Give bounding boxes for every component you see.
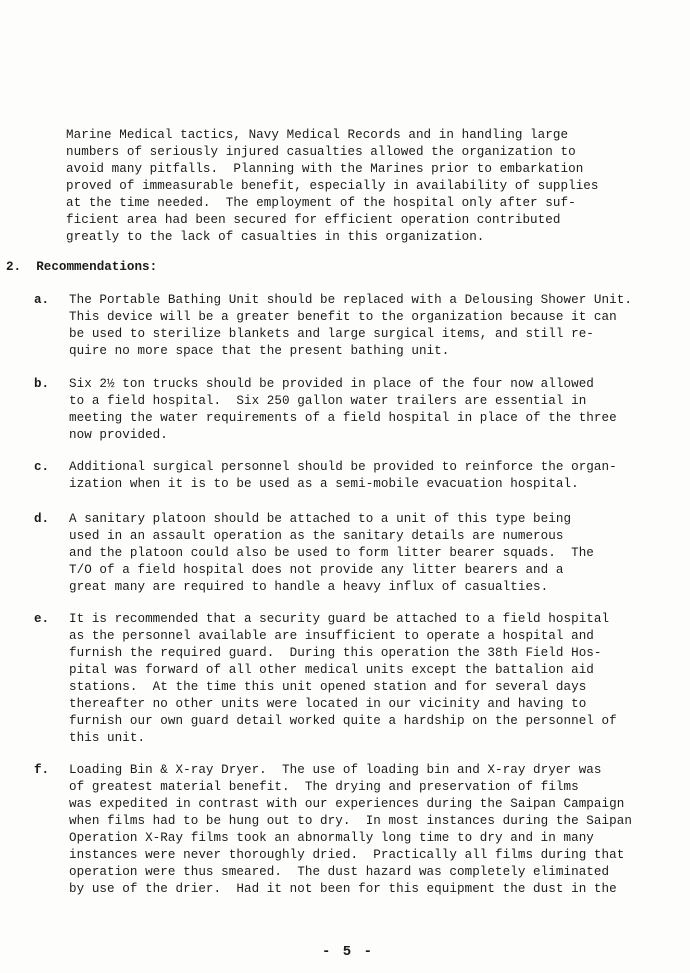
item-b-label: b. <box>34 377 50 391</box>
item-d-label: d. <box>34 512 50 526</box>
item-a-text: The Portable Bathing Unit should be replaced with a Delousing Shower Unit. This device will be a greater benefit to the organization because it can be used to sterilize blankets and large surgical items, and still re- quire no more space that the present bathing unit. <box>69 293 632 358</box>
item-e-text: It is recommended that a security guard be attached to a field hospital as the personnel available are insufficient to operate a hospital and furnish the required guard. During this operation the 38th Field Hos- pital was forward of all other medical units except the battalion aid stations. At the time this unit opened station and for several days thereafter no other units were located in our vicinity and having to furnish our own guard detail worked quite a hardship on the personnel of this unit. <box>69 612 617 745</box>
item-e-label: e. <box>34 612 50 626</box>
page-number: - 5 - <box>322 944 375 960</box>
item-c-text: Additional surgical personnel should be provided to reinforce the organ- ization when it is to be used as a semi-mobile evacuation hospital. <box>69 460 617 491</box>
intro-paragraph: Marine Medical tactics, Navy Medical Records and in handling large numbers of seriously injured casualties allowed the organization to avoid many pitfalls. Planning with the Marines prior to embarkation proved of immeasurable benefit, especially in availability of supplies at the time needed. The employment of the hospital only after suf- ficient area had been secured for efficient operation contributed greatly to the lack of casualties in this organization. <box>66 128 599 244</box>
item-a-label: a. <box>34 293 50 307</box>
item-b-text: Six 2½ ton trucks should be provided in place of the four now allowed to a field hospital. Six 250 gallon water trailers are essential in meeting the water requirements of a field hospital in place of the three now provided. <box>69 377 617 442</box>
item-d-text: A sanitary platoon should be attached to a unit of this type being used in an assault operation as the sanitary details are numerous and the platoon could also be used to form litter bearer squads. The T/O of a field hospital does not provide any litter bearers and a great many are required to handle a heavy influx of casualties. <box>69 512 594 594</box>
recommendations-heading: 2. Recommendations: <box>6 260 158 274</box>
item-f-text: Loading Bin & X-ray Dryer. The use of loading bin and X-ray dryer was of greatest material benefit. The drying and preservation of films was expedited in contrast with our experiences during the Saipan Campaign when films had to be hung out to dry. In most instances during the Saipan Operation X-Ray films took an abnormally long time to dry and in many instances were never thoroughly dried. Practically all films during that operation were thus smeared. The dust hazard was completely eliminated by use of the drier. Had it not been for this equipment the dust in the <box>69 763 632 896</box>
item-c-label: c. <box>34 460 50 474</box>
item-f-label: f. <box>34 763 50 777</box>
